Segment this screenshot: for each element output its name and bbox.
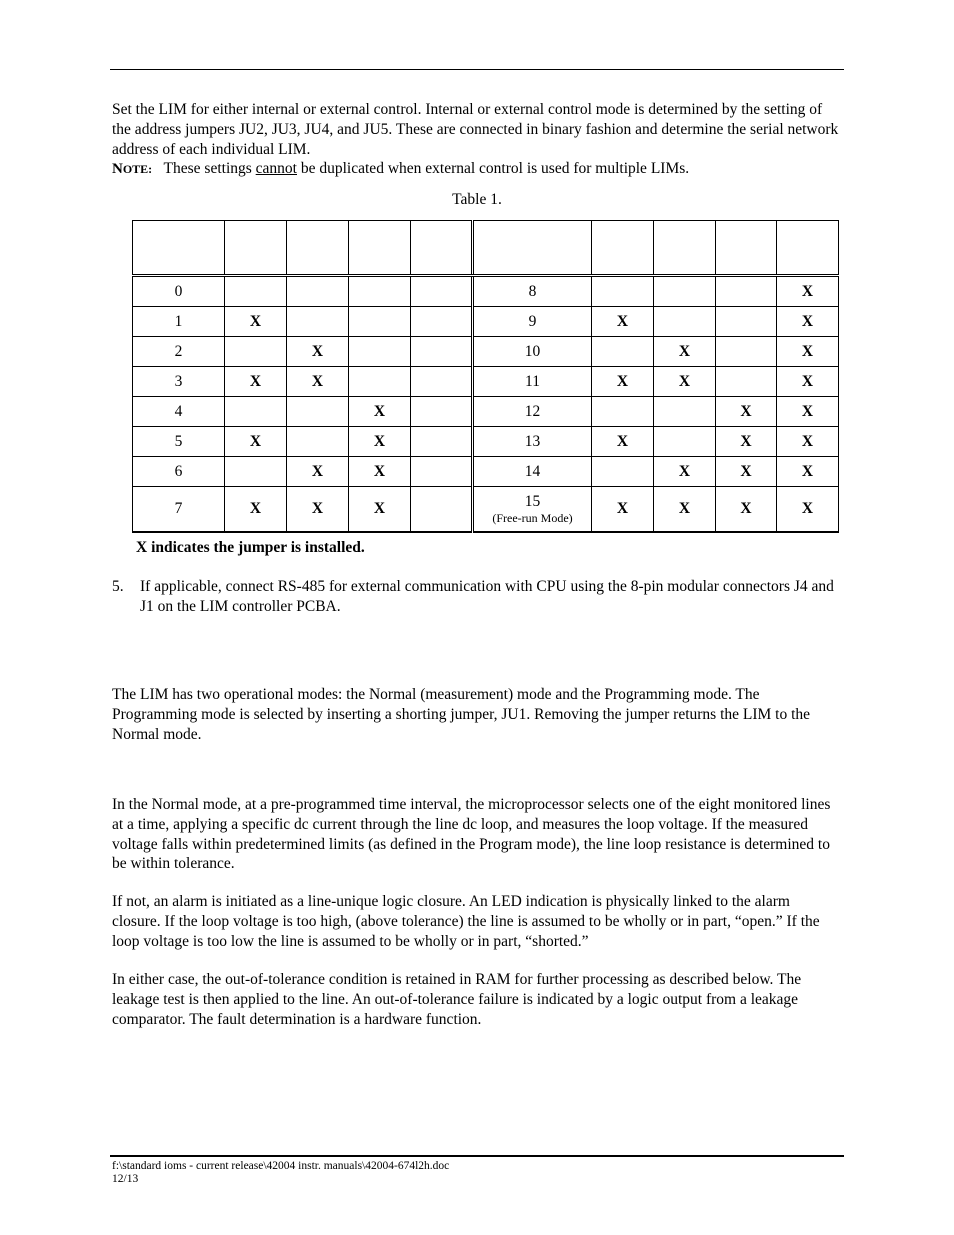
jumper-cell: X: [349, 457, 411, 487]
note-text-before: These settings: [163, 160, 252, 178]
address-cell: [473, 307, 592, 337]
address-cell: 1: [133, 307, 225, 337]
jumper-cell: [411, 487, 473, 533]
address-value: 11: [525, 372, 540, 390]
note-underlined-word: cannot: [255, 160, 297, 178]
jumper-cell: [411, 337, 473, 367]
jumper-cell: X: [225, 427, 287, 457]
jumper-cell: X: [654, 487, 716, 533]
step-5-text: If applicable, connect RS-485 for external communication with CPU using the 8-pin modular connectors J4 and J1 on the LIM controller PCBA.: [140, 578, 834, 615]
jumper-cell: X: [287, 457, 349, 487]
jumper-cell: X: [592, 367, 654, 397]
address-cell: [473, 487, 592, 533]
jumper-cell: [287, 397, 349, 427]
jumper-cell: X: [287, 367, 349, 397]
address-cell: [473, 397, 592, 427]
jumper-cell: X: [592, 487, 654, 533]
address-cell: 0: [133, 276, 225, 307]
jumper-cell: [287, 276, 349, 307]
table-row: [133, 397, 839, 427]
jumper-cell: [349, 367, 411, 397]
table-row: [133, 427, 839, 457]
address-cell: [473, 457, 592, 487]
table-header-cell: [349, 221, 411, 276]
jumper-cell: [411, 276, 473, 307]
intro-text: Set the LIM for either internal or external control. Internal or external control mode is determined by the setting of the address jumpers JU2, JU3, JU4, and JU5. These are connected in binary fashion and determine the serial network address of each individual LIM.: [112, 101, 839, 158]
jumper-cell: X: [349, 397, 411, 427]
jumper-cell: [592, 337, 654, 367]
jumper-cell: [592, 397, 654, 427]
jumper-cell: [411, 427, 473, 457]
jumper-cell: [654, 307, 716, 337]
table-header-cell: [411, 221, 473, 276]
jumper-cell: [411, 367, 473, 397]
jumper-cell: [592, 276, 654, 307]
footer-file-path: f:\standard ioms - current release\42004 instr. manuals\42004-674l2h.doc: [112, 1160, 450, 1172]
address-value: 9: [528, 312, 537, 330]
address-value: 10: [524, 342, 541, 360]
modes-paragraph: The LIM has two operational modes: the Normal (measurement) mode and the Programming mode. The Programming mode is selected by inserting a shorting jumper, JU1. Removing the jumper returns the LIM to the Normal mode.: [112, 686, 811, 743]
jumper-cell: [225, 397, 287, 427]
address-value: 8: [528, 282, 537, 300]
jumper-cell: [225, 337, 287, 367]
jumper-cell: [716, 276, 777, 307]
normal-mode-paragraph-1: In the Normal mode, at a pre-programmed time interval, the microprocessor selects one of the eight monitored lines at a time, applying a specific dc current through the line dc loop, and measures the loop voltage. If the measured voltage falls within predetermined limits (as defined in the Program mode), the line loop resistance is determined to be within tolerance.: [112, 796, 831, 873]
table-row: [133, 367, 839, 397]
table-header-cell: [473, 221, 592, 276]
jumper-cell: X: [777, 457, 839, 487]
jumper-cell: X: [592, 307, 654, 337]
jumper-cell: [654, 276, 716, 307]
jumper-cell: X: [716, 427, 777, 457]
table-legend: X indicates the jumper is installed.: [136, 539, 365, 556]
jumper-cell: [716, 337, 777, 367]
jumper-cell: [287, 307, 349, 337]
jumper-cell: X: [654, 457, 716, 487]
jumper-address-table: [132, 220, 839, 533]
table-header-cell: [592, 221, 654, 276]
address-value: 15: [524, 493, 541, 510]
address-cell: 7: [133, 487, 225, 533]
jumper-cell: [411, 457, 473, 487]
address-cell: [473, 276, 592, 307]
jumper-cell: [592, 457, 654, 487]
jumper-cell: X: [777, 276, 839, 307]
jumper-cell: X: [716, 397, 777, 427]
table-header-cell: [225, 221, 287, 276]
table-header-cell: [133, 221, 225, 276]
address-cell: 3: [133, 367, 225, 397]
table-header-row: [133, 221, 839, 276]
jumper-cell: [654, 427, 716, 457]
jumper-cell: X: [777, 367, 839, 397]
step-5: [112, 577, 842, 617]
intro-paragraph: [112, 100, 842, 180]
note-label: NOTE:: [112, 161, 153, 178]
address-cell: 6: [133, 457, 225, 487]
address-note: (Free-run Mode): [492, 511, 573, 525]
table-row: [133, 307, 839, 337]
jumper-cell: X: [777, 487, 839, 533]
table-header-cell: [654, 221, 716, 276]
jumper-cell: X: [716, 487, 777, 533]
jumper-cell: [349, 276, 411, 307]
jumper-cell: X: [654, 337, 716, 367]
jumper-cell: [287, 427, 349, 457]
jumper-cell: X: [225, 367, 287, 397]
address-cell: [473, 337, 592, 367]
jumper-cell: [349, 307, 411, 337]
jumper-cell: X: [716, 457, 777, 487]
jumper-cell: [225, 457, 287, 487]
jumper-cell: X: [287, 337, 349, 367]
jumper-cell: X: [777, 427, 839, 457]
address-value: 14: [524, 462, 541, 480]
jumper-cell: [654, 397, 716, 427]
jumper-cell: [411, 397, 473, 427]
jumper-cell: [225, 276, 287, 307]
jumper-cell: X: [225, 307, 287, 337]
jumper-cell: X: [592, 427, 654, 457]
table-header-cell: [287, 221, 349, 276]
footer-rule: [110, 1155, 844, 1157]
table-header-cell: [777, 221, 839, 276]
address-cell: 4: [133, 397, 225, 427]
jumper-cell: [716, 307, 777, 337]
jumper-cell: X: [777, 337, 839, 367]
step-5-number: 5.: [112, 578, 124, 595]
normal-mode-paragraph-3: In either case, the out-of-tolerance condition is retained in RAM for further processing as described below. The leakage test is then applied to the line. An out-of-tolerance failure is indicated by a logic output from a leakage comparator. The fault determination is a hardware function.: [112, 971, 802, 1028]
address-value: 12: [524, 402, 541, 420]
jumper-cell: [716, 367, 777, 397]
table-header-cell: [716, 221, 777, 276]
jumper-cell: X: [777, 397, 839, 427]
table-row: [133, 457, 839, 487]
table-caption: Table 1.: [452, 191, 502, 208]
jumper-cell: X: [777, 307, 839, 337]
note-text-after: be duplicated when external control is used for multiple LIMs.: [300, 160, 690, 178]
address-cell: [473, 367, 592, 397]
address-cell: 2: [133, 337, 225, 367]
jumper-cell: [349, 337, 411, 367]
header-rule: [110, 69, 844, 70]
table-row: [133, 487, 839, 533]
table-row: [133, 276, 839, 307]
footer-date: 12/13: [112, 1173, 139, 1185]
address-cell: [473, 427, 592, 457]
address-cell: 5: [133, 427, 225, 457]
table-row: [133, 337, 839, 367]
jumper-cell: X: [225, 487, 287, 533]
jumper-cell: X: [349, 487, 411, 533]
jumper-cell: X: [349, 427, 411, 457]
jumper-cell: X: [654, 367, 716, 397]
normal-mode-paragraph-2: If not, an alarm is initiated as a line-unique logic closure. An LED indication is physically linked to the alarm closure. If the loop voltage is too high, (above tolerance) the line is assumed to be wholly or in part, “open.” If the loop voltage is too low the line is assumed to be wholly or in part, “shorted.”: [112, 893, 820, 950]
address-value: 13: [524, 432, 541, 450]
jumper-cell: X: [287, 487, 349, 533]
jumper-cell: [411, 307, 473, 337]
